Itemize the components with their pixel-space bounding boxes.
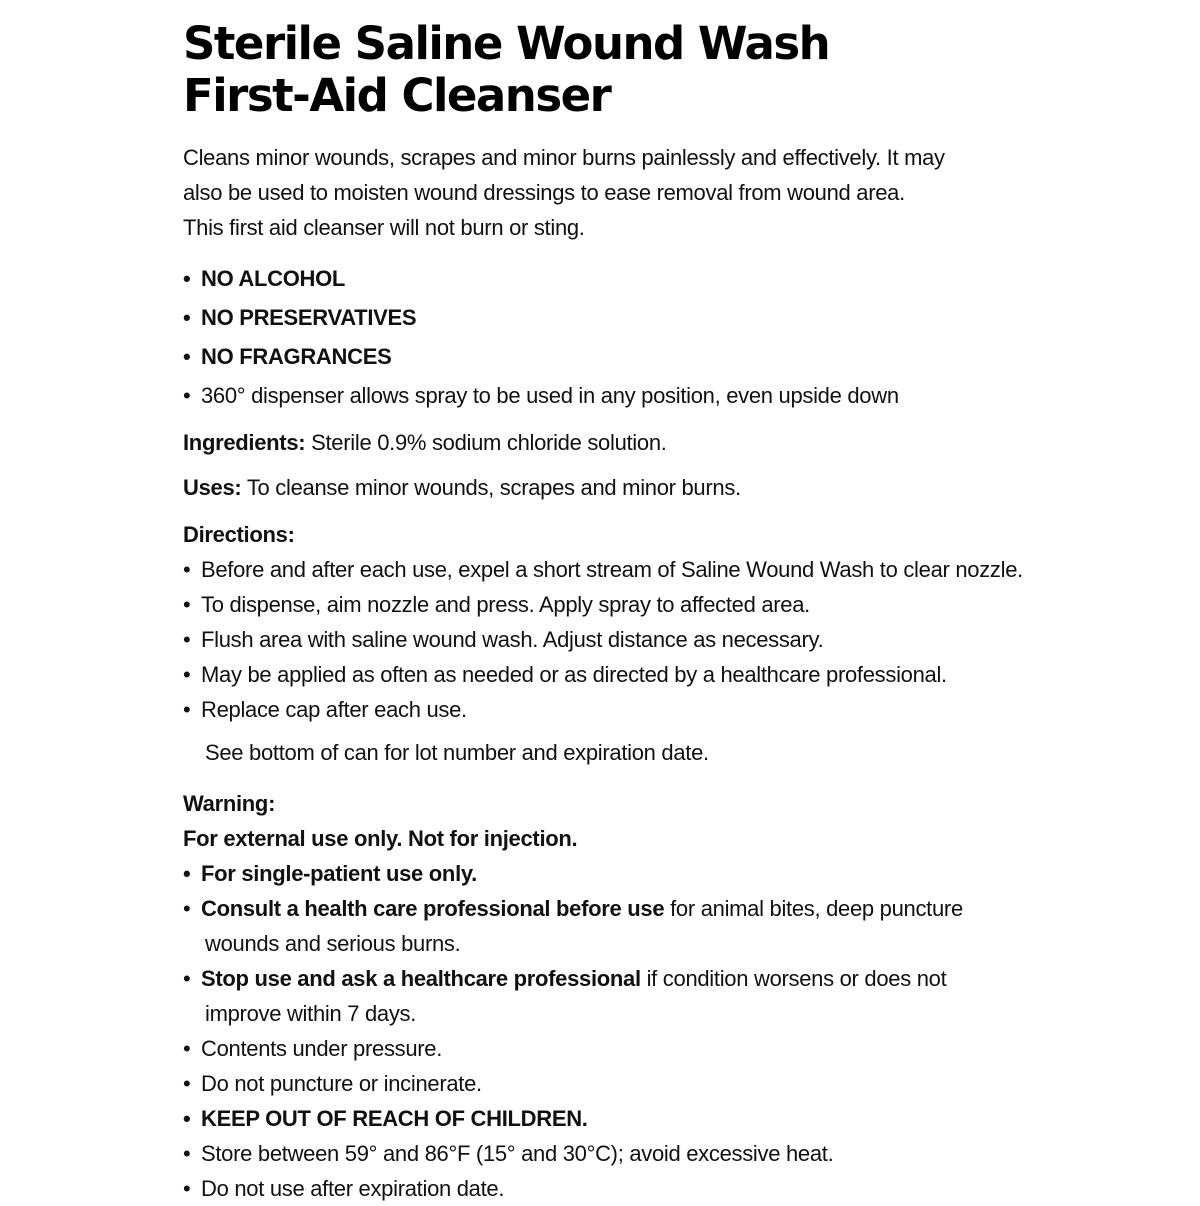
directions-list: [183, 552, 1173, 727]
bullet-icon: •: [183, 662, 191, 687]
warning-text-continued: improve within 7 days.: [205, 1001, 417, 1026]
warning-text: if condition worsens or does not: [640, 966, 947, 991]
warning-list: [183, 856, 1173, 1206]
feature-item: [183, 337, 1173, 376]
warning-item: [183, 1031, 1173, 1066]
product-description: [183, 140, 1173, 245]
feature-list: [183, 259, 1173, 415]
feature-text: NO ALCOHOL: [201, 266, 346, 291]
description-line-2: also be used to moisten wound dressings to ease removal from wound area.: [183, 180, 905, 205]
lot-number-note: See bottom of can for lot number and expiration date.: [205, 740, 709, 765]
feature-text: NO PRESERVATIVES: [201, 305, 417, 330]
direction-text: May be applied as often as needed or as directed by a healthcare professional.: [201, 662, 947, 687]
warning-text: Store between 59° and 86°F (15° and 30°C); avoid excessive heat.: [201, 1141, 834, 1166]
product-label: [183, 18, 1173, 1206]
warning-bold-text: Stop use and ask a healthcare professional: [201, 966, 641, 991]
feature-item: [183, 259, 1173, 298]
direction-item: [183, 622, 1173, 657]
warning-item: [183, 1171, 1173, 1206]
warning-text: Do not use after expiration date.: [201, 1176, 505, 1201]
bullet-icon: •: [183, 861, 191, 886]
warning-text: Contents under pressure.: [201, 1036, 443, 1061]
bullet-icon: •: [183, 266, 191, 291]
bullet-icon: •: [183, 1141, 191, 1166]
description-line-1: Cleans minor wounds, scrapes and minor burns painlessly and effectively. It may: [183, 145, 945, 170]
bullet-icon: •: [183, 305, 191, 330]
product-title: [183, 18, 1173, 122]
warning-subheading: For external use only. Not for injection.: [183, 826, 578, 851]
direction-item: [183, 657, 1173, 692]
feature-text: NO FRAGRANCES: [201, 344, 392, 369]
bullet-icon: •: [183, 697, 191, 722]
warning-item: [183, 961, 1173, 1031]
direction-item: [183, 552, 1173, 587]
bullet-icon: •: [183, 344, 191, 369]
warning-item: [183, 1066, 1173, 1101]
feature-text: 360° dispenser allows spray to be used in any position, even upside down: [201, 383, 899, 408]
title-line-2: First-Aid Cleanser: [183, 69, 611, 122]
warning-text: Do not puncture or incinerate.: [201, 1071, 482, 1096]
uses-text: To cleanse minor wounds, scrapes and minor burns.: [241, 475, 741, 500]
title-line-1: Sterile Saline Wound Wash: [183, 17, 830, 70]
bullet-icon: •: [183, 592, 191, 617]
direction-text: Replace cap after each use.: [201, 697, 467, 722]
bullet-icon: •: [183, 627, 191, 652]
warning-text-continued: wounds and serious burns.: [205, 931, 461, 956]
uses-label: Uses:: [183, 475, 242, 500]
ingredients-label: Ingredients:: [183, 430, 306, 455]
bullet-icon: •: [183, 1106, 191, 1131]
warning-text: For single-patient use only.: [201, 861, 477, 886]
description-line-3: This first aid cleanser will not burn or sting.: [183, 215, 585, 240]
warning-item: [183, 1101, 1173, 1136]
uses-section: [183, 470, 1173, 505]
bullet-icon: •: [183, 1071, 191, 1096]
direction-text: Flush area with saline wound wash. Adjust distance as necessary.: [201, 627, 824, 652]
bullet-icon: •: [183, 896, 191, 921]
warning-item: [183, 856, 1173, 891]
feature-item: [183, 298, 1173, 337]
direction-text: Before and after each use, expel a short stream of Saline Wound Wash to clear nozzle.: [201, 557, 1023, 582]
bullet-icon: •: [183, 383, 191, 408]
warning-text: KEEP OUT OF REACH OF CHILDREN.: [201, 1106, 588, 1131]
bullet-icon: •: [183, 1176, 191, 1201]
bullet-icon: •: [183, 1036, 191, 1061]
direction-text: To dispense, aim nozzle and press. Apply spray to affected area.: [201, 592, 810, 617]
warning-text: for animal bites, deep puncture: [664, 896, 963, 921]
ingredients-text: Sterile 0.9% sodium chloride solution.: [305, 430, 667, 455]
warning-item: [183, 1136, 1173, 1171]
bullet-icon: •: [183, 966, 191, 991]
bullet-icon: •: [183, 557, 191, 582]
ingredients-section: [183, 425, 1173, 460]
direction-item: [183, 587, 1173, 622]
direction-item: [183, 692, 1173, 727]
warning-heading: Warning:: [183, 791, 276, 816]
directions-heading: Directions:: [183, 522, 295, 547]
feature-item: [183, 376, 1173, 415]
warning-bold-text: Consult a health care professional before use: [201, 896, 665, 921]
warning-item: [183, 891, 1173, 961]
